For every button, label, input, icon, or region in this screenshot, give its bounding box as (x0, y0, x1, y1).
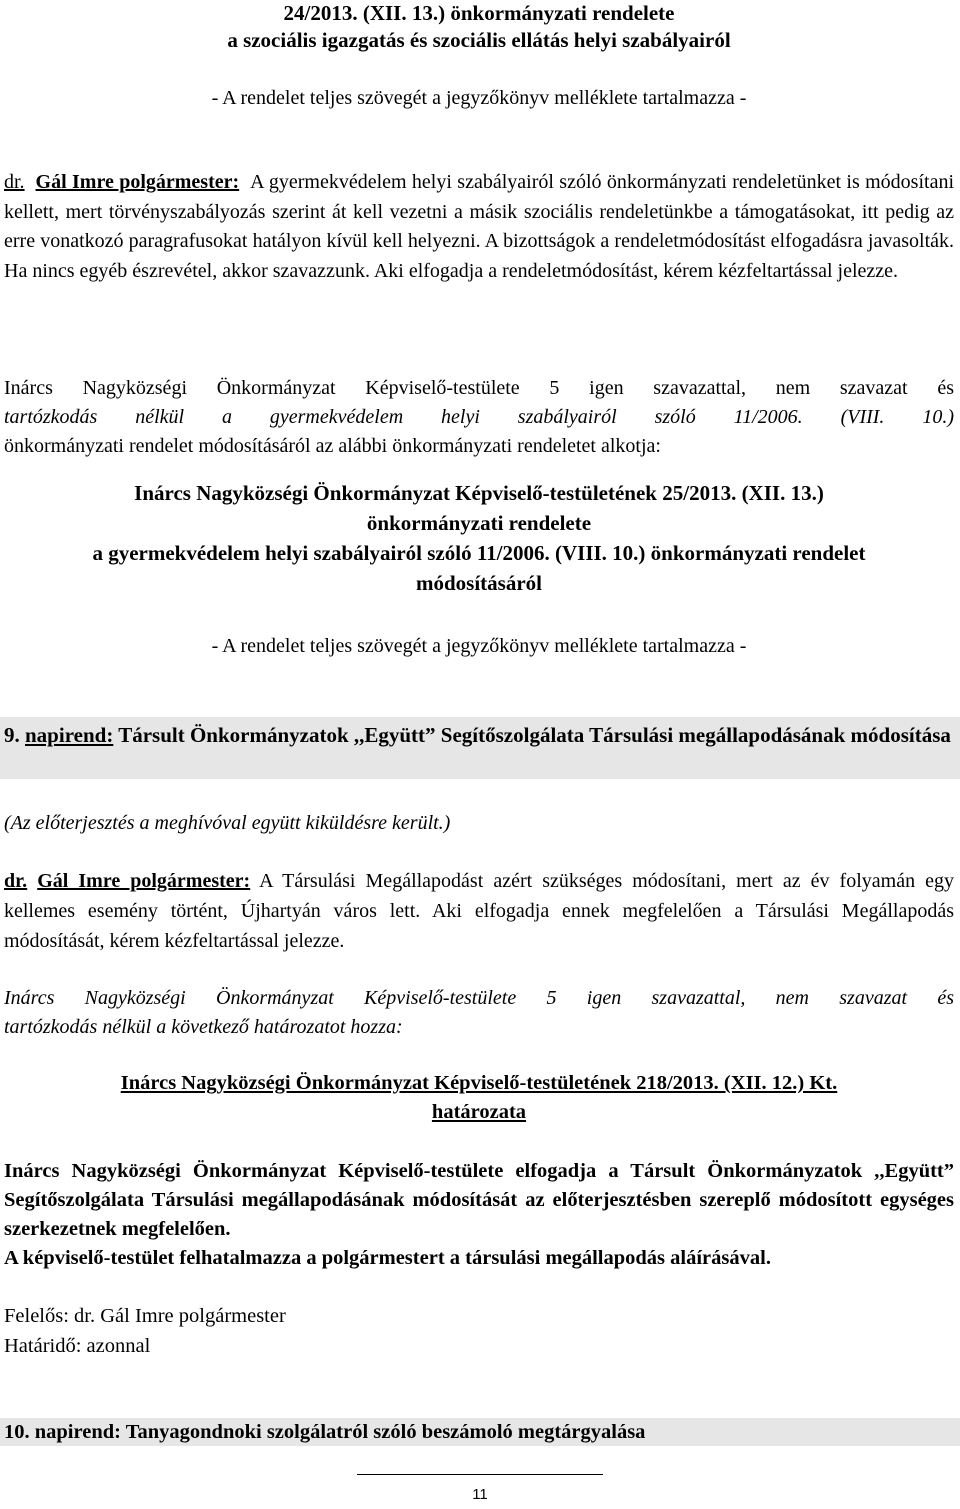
decree-title (4, 0, 954, 54)
footer-divider (357, 1474, 603, 1475)
decision-heading-line1: Inárcs Nagyközségi Önkormányzat Képviselő-testületének 218/2013. (XII. 12.) Kt. (120, 1072, 838, 1094)
decree-heading-line1: Inárcs Nagyközségi Önkormányzat Képviselő-testületének 25/2013. (XII. 13.) (134, 481, 824, 505)
agenda-item-10 (0, 1418, 960, 1446)
decree-heading-line4: módosításáról (416, 571, 542, 595)
decision-heading-line2: határozata (431, 1101, 527, 1123)
decree-title-line1: 24/2013. (XII. 13.) önkormányzati rendelete (283, 1, 675, 25)
submission-note: (Az előterjesztés a meghívóval együtt kiküldésre került.) (4, 812, 451, 834)
decree-heading-line2: önkormányzati rendelete (366, 511, 592, 535)
agenda-label: napirend: (25, 723, 114, 747)
vote-line2: tartózkodás nélkül a gyermekvédelem helyi szabályairól szóló 11/2006. (VIII. 10.) (4, 406, 954, 428)
responsible-person: Felelős: dr. Gál Imre polgármester (4, 1305, 286, 1327)
resolution-text: Inárcs Nagyközségi Önkormányzat Képviselő-testülete elfogadja a Társult Önkormányzatok ,,Együtt” Segítőszolgálata Társulási megállapodásának módosítását az előterjesztésben szereplő módosított egységes szerkezetnek megfelelően. (4, 1160, 954, 1240)
decree-note-2: - A rendelet teljes szövegét a jegyzőkönyv melléklete tartalmazza - (211, 635, 747, 657)
decree-heading-line3: a gyermekvédelem helyi szabályairól szóló 11/2006. (VIII. 10.) önkormányzati rendelet (92, 541, 866, 565)
agenda-number: 9. (4, 723, 20, 747)
decree-title-line2: a szociális igazgatás és szociális ellátás helyi szabályairól (227, 28, 731, 52)
agenda-item-9 (0, 717, 960, 779)
statement-text: A Társulási Megállapodást azért szükséges módosítani, mert az év folyamán egy kellemes esemény történt, Újhartyán város lett. Aki elfogadja ennek megfelelően a Társulási Megállapodás módosítását, kérem kézfeltartással jelezze. (4, 870, 955, 952)
speaker-name: Gál Imre polgármester: (37, 870, 251, 892)
vote-result-1 (4, 374, 954, 461)
agenda-item-9-title (4, 721, 954, 749)
mayor-statement-2 (4, 866, 954, 956)
decree-note: - A rendelet teljes szövegét a jegyzőkönyv melléklete tartalmazza - (211, 87, 747, 109)
decree-heading (4, 478, 954, 598)
mayor-statement-1 (4, 168, 954, 286)
speaker-prefix: dr. (4, 870, 28, 892)
vote2-line2: tartózkodás nélkül a következő határozatot hozza: (4, 1016, 403, 1038)
decision-heading (4, 1069, 954, 1127)
agenda-item-10-title: 10. napirend: Tanyagondnoki szolgálatról szóló beszámoló megtárgyalása (4, 1421, 646, 1443)
deadline: Határidő: azonnal (4, 1335, 151, 1357)
speaker-name: Gál Imre polgármester: (35, 171, 240, 193)
statement-text: A gyermekvédelem helyi szabályairól szóló önkormányzati rendeletünket is módosítani kellett, mert törvényszabályozás szerint át kell vezetni a másik szociális rendeletünkbe a támogatásokat, itt pedig az erre vonatkozó paragrafusokat hatályon kívül kell helyezni. A bizottságok a rendeletmódosítást elfogadásra javasolták. Ha nincs egyéb észrevétel, akkor szavazzunk. Aki elfogadja a rendeletmódosítást, kérem kézfeltartással jelezze. (4, 171, 954, 282)
vote-result-2 (4, 984, 954, 1042)
resolution-authorization: A képviselő-testület felhatalmazza a polgármestert a társulási megállapodás aláírásával. (4, 1247, 771, 1269)
page-number: 11 (472, 1486, 488, 1503)
vote-line1: Inárcs Nagyközségi Önkormányzat Képviselő-testülete 5 igen szavazattal, nem szavazat és (4, 377, 954, 399)
responsibility-block (4, 1301, 954, 1361)
speaker-prefix: dr. (4, 171, 25, 193)
agenda-title: Társult Önkormányzatok ,,Együtt” Segítőszolgálata Társulási megállapodásának módosítása (118, 723, 951, 747)
vote-line3: önkormányzati rendelet módosításáról az alábbi önkormányzati rendeletet alkotja: (4, 435, 661, 457)
vote2-line1: Inárcs Nagyközségi Önkormányzat Képviselő-testülete 5 igen szavazattal, nem szavazat és (4, 987, 954, 1009)
